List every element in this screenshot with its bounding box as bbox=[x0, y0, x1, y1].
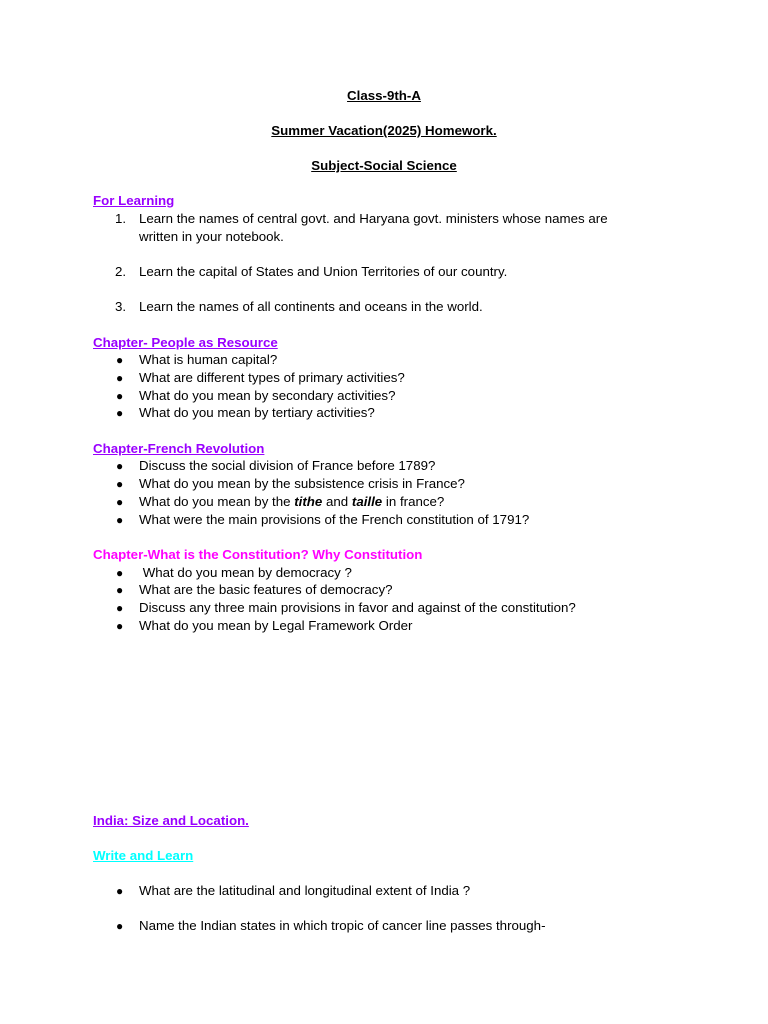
bullet-icon: ● bbox=[116, 619, 124, 633]
chapter-heading-french: Chapter-French Revolution bbox=[93, 441, 265, 456]
bullet-icon: ● bbox=[116, 477, 124, 491]
list-item-continuation: written in your notebook. bbox=[139, 229, 284, 244]
list-item: Learn the names of all continents and oceans in the world. bbox=[139, 299, 483, 314]
learning-heading: For Learning bbox=[93, 193, 175, 208]
chapter-heading-constitution: Chapter-What is the Constitution? Why Constitution bbox=[93, 547, 423, 562]
list-number: 1. bbox=[115, 211, 127, 226]
list-item: What were the main provisions of the French constitution of 1791? bbox=[139, 512, 530, 527]
term-taille: taille bbox=[351, 494, 383, 509]
bullet-icon: ● bbox=[116, 353, 124, 367]
list-item: What are the latitudinal and longitudinal extent of India ? bbox=[139, 883, 471, 898]
list-item-tithe-taille bbox=[139, 493, 444, 511]
item-text-mid: and bbox=[322, 494, 352, 509]
bullet-icon: ● bbox=[116, 601, 124, 615]
list-item: What do you mean by secondary activities? bbox=[139, 388, 396, 403]
subject-title: Subject-Social Science bbox=[311, 158, 457, 173]
list-number: 2. bbox=[115, 264, 127, 279]
list-item: What do you mean by democracy ? bbox=[139, 565, 352, 580]
bullet-icon: ● bbox=[116, 389, 124, 403]
bullet-icon: ● bbox=[116, 513, 124, 527]
list-item: What are the basic features of democracy? bbox=[139, 582, 393, 597]
bullet-icon: ● bbox=[116, 884, 124, 898]
homework-title: Summer Vacation(2025) Homework. bbox=[271, 123, 497, 138]
bullet-icon: ● bbox=[116, 495, 124, 509]
bullet-icon: ● bbox=[116, 583, 124, 597]
chapter-heading-people: Chapter- People as Resource bbox=[93, 335, 278, 350]
bullet-icon: ● bbox=[116, 406, 124, 420]
section-heading-india: India: Size and Location. bbox=[93, 813, 249, 828]
list-item: Discuss any three main provisions in favor and against of the constitution? bbox=[139, 600, 576, 615]
list-item: What are different types of primary activities? bbox=[139, 370, 405, 385]
item-text-before: What do you mean by the bbox=[139, 494, 295, 509]
list-item: Learn the capital of States and Union Territories of our country. bbox=[139, 264, 508, 279]
item-text-after: in france? bbox=[382, 494, 445, 509]
list-item: What do you mean by Legal Framework Order bbox=[139, 618, 413, 633]
list-item: What do you mean by tertiary activities? bbox=[139, 405, 375, 420]
bullet-icon: ● bbox=[116, 459, 124, 473]
list-item: Name the Indian states in which tropic of cancer line passes through- bbox=[139, 918, 546, 933]
bullet-icon: ● bbox=[116, 566, 124, 580]
list-number: 3. bbox=[115, 299, 127, 314]
term-tithe: tithe bbox=[294, 494, 323, 509]
subheading-write-learn: Write and Learn bbox=[93, 848, 194, 863]
bullet-icon: ● bbox=[116, 919, 124, 933]
list-item: What is human capital? bbox=[139, 352, 278, 367]
list-item: Discuss the social division of France before 1789? bbox=[139, 458, 436, 473]
list-item: Learn the names of central govt. and Haryana govt. ministers whose names are bbox=[139, 211, 608, 226]
bullet-icon: ● bbox=[116, 371, 124, 385]
class-title: Class-9th-A bbox=[347, 88, 421, 103]
list-item: What do you mean by the subsistence crisis in France? bbox=[139, 476, 465, 491]
